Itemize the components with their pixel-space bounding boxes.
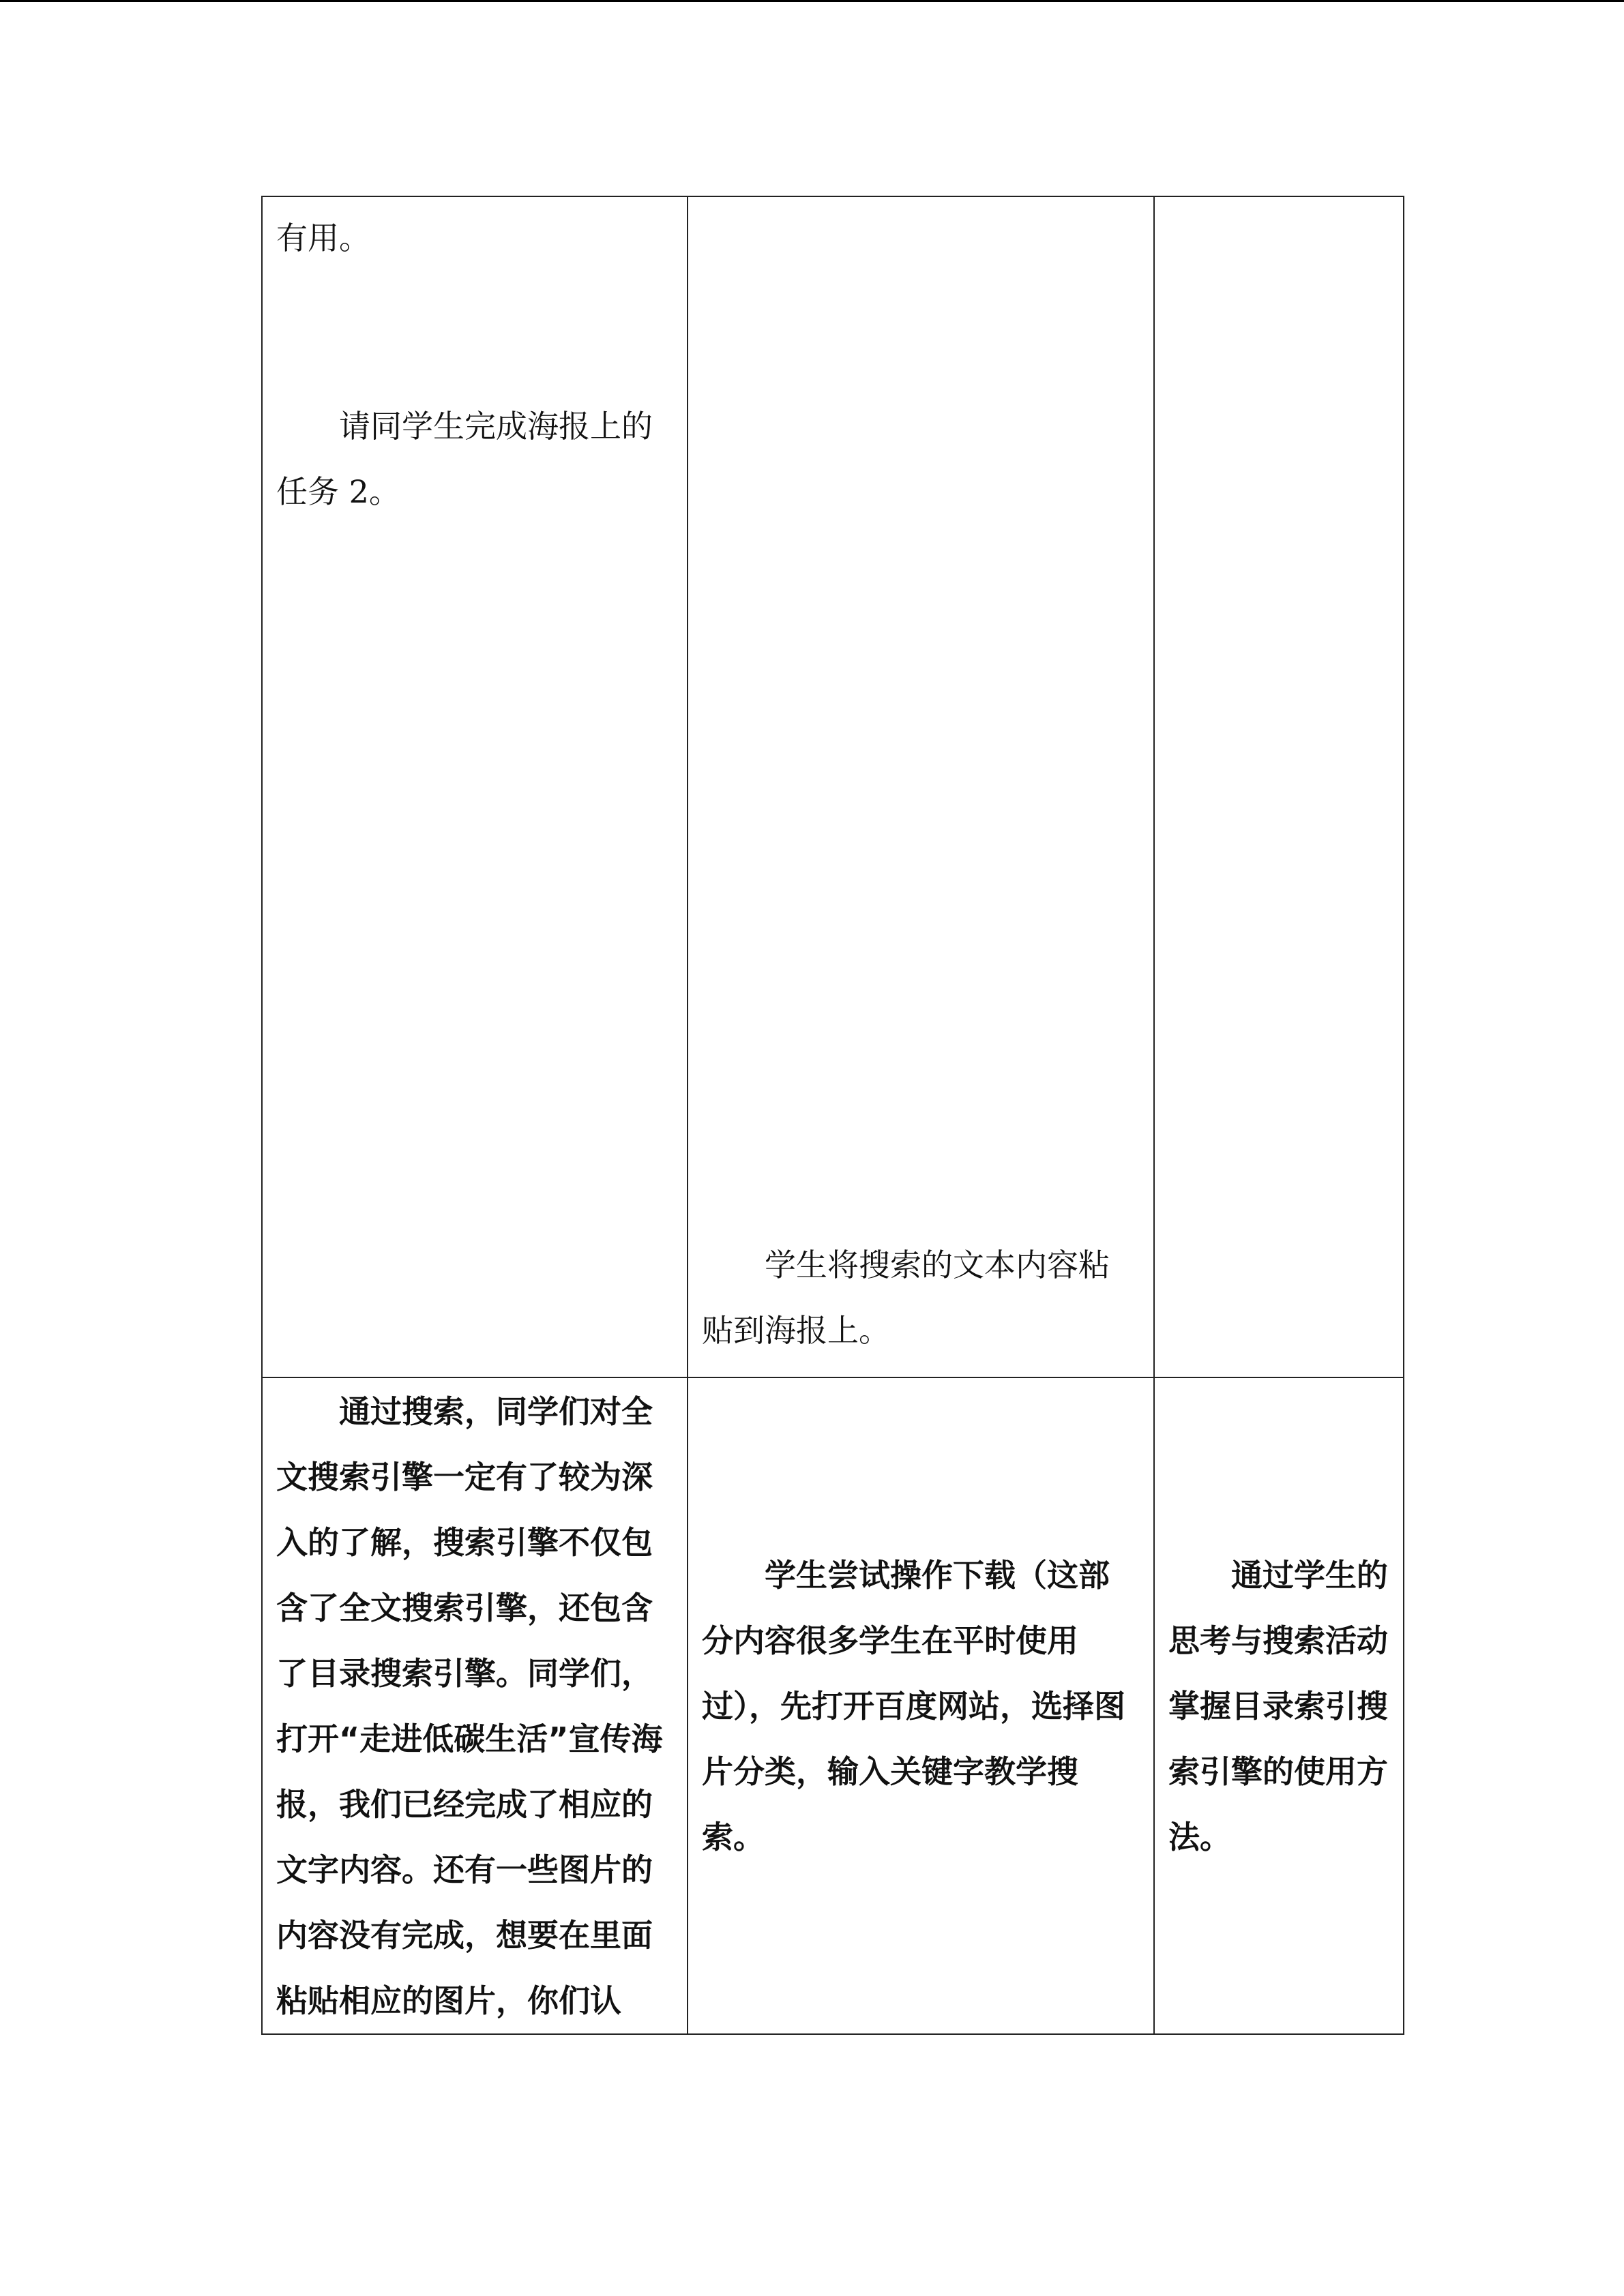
student-activity-text: 学生尝试操作下载（这部分内容很多学生在平时使用过），先打开百度网站，选择图片分类，输入关键字教学搜索。 [702,1556,1125,1855]
design-purpose-cell [1154,1377,1404,2034]
student-activity-cell [688,1377,1154,2034]
page-top-border [0,0,1624,2]
student-activity-text: 学生将搜索的文本内容粘贴到海报上。 [702,1247,1110,1349]
teacher-activity-text: 通过搜索，同学们对全文搜索引擎一定有了较为深入的了解，搜索引擎不仅包含了全文搜索引擎，还包含了目录搜索引擎。同学们，打开“走进低碳生活”宣传海报，我们已经完成了相应的文字内容。还有一些图片的内容没有完成，想要在里面粘贴相应的图片，你们认 [276,1392,663,2019]
teacher-text-continuation: 有用。 [276,220,370,256]
lesson-plan-table [261,196,1404,2035]
design-purpose-cell [1154,196,1404,1377]
teacher-task-instruction: 请同学生完成海报上的任务 2。 [276,408,653,510]
teacher-activity-cell [262,1377,688,2034]
teacher-activity-cell [262,196,688,1377]
design-purpose-text: 通过学生的思考与搜索活动掌握目录索引搜索引擎的使用方法。 [1168,1556,1388,1855]
student-activity-cell [688,196,1154,1377]
table-row [262,196,1404,1377]
table-row [262,1377,1404,2034]
